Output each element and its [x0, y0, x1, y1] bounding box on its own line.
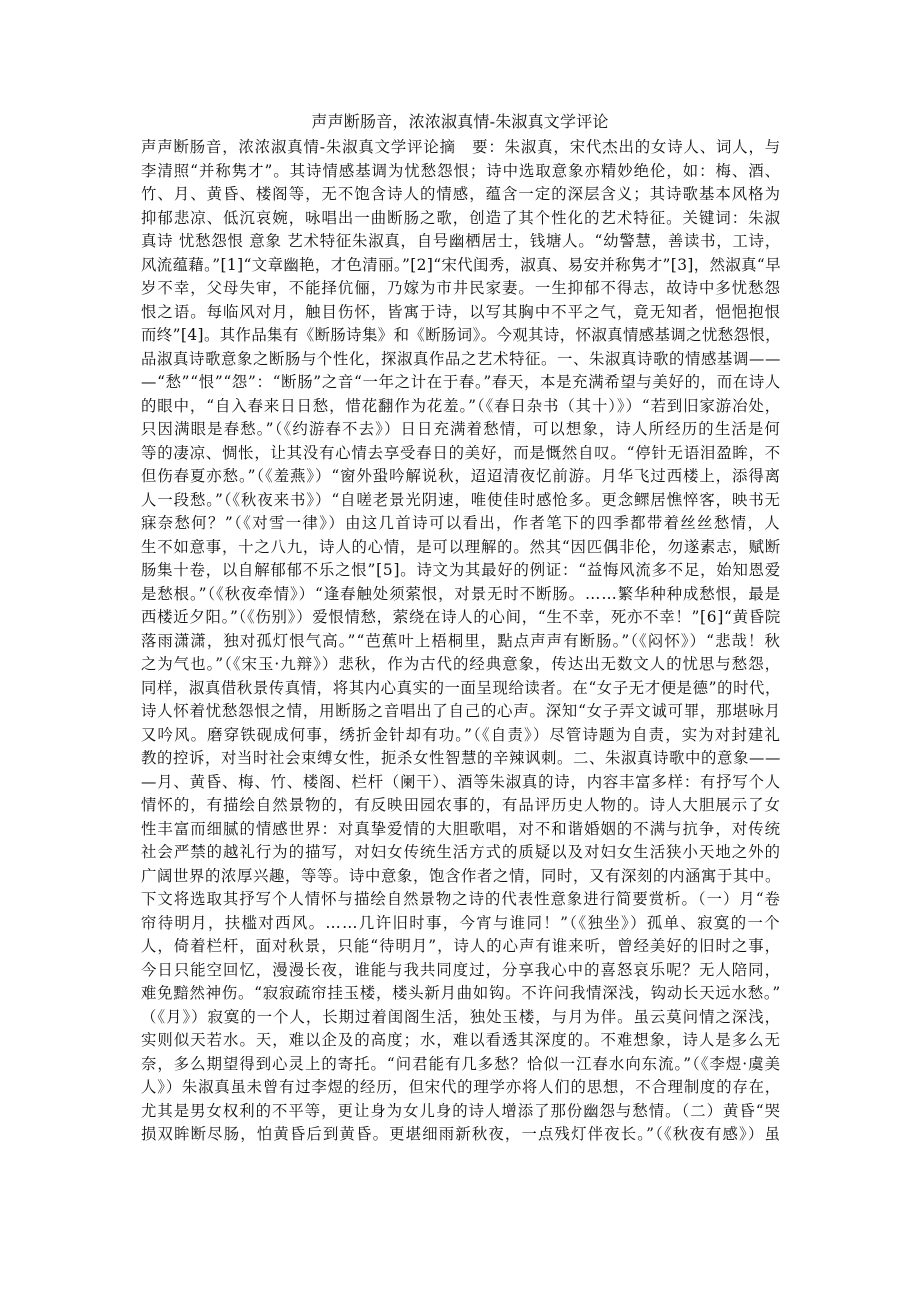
- body-text-line: 实则似天若水。天，难以企及的高度；水，难以看透其深度的。不难想象，诗人是多么无: [141, 1031, 781, 1049]
- body-text-line: 品淑真诗歌意象之断肠与个性化，探淑真作品之艺术特征。一、朱淑真诗歌的情感基调——: [141, 349, 781, 368]
- document-title: 声声断肠音，浓浓淑真情-朱淑真文学评论: [311, 112, 609, 131]
- body-text-line: 诗人怀着忧愁怨恨之情，用断肠之音唱出了自己的心声。深知“女子弄文诚可罪，那堪咏月: [141, 702, 781, 720]
- body-text-line: 广阔世界的浓厚兴趣，等等。诗中意象，饱含作者之情，同时，又有深刻的内涵寓于其中。: [141, 866, 781, 885]
- body-text-line: 寐奈愁何？”（《对雪一律》）由这几首诗可以看出，作者笔下的四季都带着丝丝愁情，人: [141, 514, 781, 532]
- body-text-line: 风流蕴藉。”[1]“文章幽艳，才色清丽。”[2]“宋代闺秀，淑真、易安并称隽才”[3]，然淑真“早: [141, 255, 781, 274]
- body-text-line: 难免黯然神伤。“寂寂疏帘挂玉楼，楼头新月曲如钩。不许问我情深浅，钩动长天远水愁。”: [141, 984, 781, 1002]
- body-text-line: 人，倚着栏杆，面对秋景，只能“待明月”，诗人的心声有谁来听，曾经美好的旧时之事，: [141, 937, 781, 955]
- body-text-line: 等的凄凉、惆怅，让其没有心情去享受春日的美好，而是慨然自叹。“停针无语泪盈眸，不: [141, 443, 781, 462]
- body-text-line: 是愁根。”（《秋夜牵情》）“逢春触处须萦恨，对景无时不断肠。……繁华种种成愁恨，最是: [141, 584, 781, 603]
- body-text-line: 但伤春夏亦愁。”（《羞燕》）“窗外蛩吟解说秋，迢迢清夜忆前游。月华飞过西楼上，添得离: [141, 467, 781, 485]
- body-text-line: 而终”[4]。其作品集有《断肠诗集》和《断肠词》。今观其诗，怀淑真情感基调之忧愁怨恨，: [141, 326, 781, 344]
- body-text-line: 人一段愁。”（《秋夜来书》）“自嗟老景光阴速，唯使佳时感怆多。更念鳏居憔悴客，映书无: [141, 490, 781, 509]
- body-text-line: 帘待明月，扶槛对西风。……几许旧时事，今宵与谁同！”（《独坐》）孤单、寂寞的一个: [141, 913, 781, 932]
- body-text-line: 之为气也。”（《宋玉·九辩》）悲秋，作为古代的经典意象，传达出无数文人的忧思与愁怨，: [141, 655, 781, 673]
- body-text-line: 奈，多么期望得到心灵上的寄托。“问君能有几多愁？恰似一江春水向东流。”（《李煜·虞美: [141, 1054, 781, 1073]
- body-text-line: 岁不幸，父母失审，不能择伉俪，乃嫁为市井民家妻。一生抑郁不得志，故诗中多忧愁怨: [141, 279, 781, 297]
- body-text-line: 损双眸断尽肠，怕黄昏后到黄昏。更堪细雨新秋夜，一点残灯伴夜长。”（《秋夜有感》）虽: [141, 1125, 781, 1143]
- body-text-line: 真诗 忧愁怨恨 意象 艺术特征朱淑真，自号幽栖居士，钱塘人。“幼警慧，善读书，工诗，: [141, 232, 781, 250]
- body-text-line: 下文将选取其抒写个人情怀与描绘自然景物之诗的代表性意象进行简要赏析。（一）月“卷: [141, 890, 781, 908]
- body-text-line: 生不如意事，十之八九，诗人的心情，是可以理解的。然其“因匹偶非伦，勿遂素志，赋断: [141, 537, 781, 556]
- body-text-line: 竹、月、黄昏、楼阁等，无不饱含诗人的情感，蕴含一定的深层含义；其诗歌基本风格为: [141, 185, 781, 203]
- body-text-line: 只因满眼是春愁。”（《约游春不去》）日日充满着愁情，可以想象，诗人所经历的生活是何: [141, 420, 781, 438]
- body-text-line: 同样，淑真借秋景传真情，将其内心真实的一面呈现给读者。在“女子无才便是德”的时代，: [141, 678, 781, 697]
- body-text-line: 今日只能空回忆，漫漫长夜，谁能与我共同度过，分享我心中的喜怒哀乐呢？无人陪同，: [141, 960, 781, 979]
- body-text-line: 又吟风。磨穿铁砚成何事，绣折金针却有功。”（《自责》）尽管诗题为自责，实为对封建礼: [141, 725, 781, 744]
- body-text-line: 情怀的，有描绘自然景物的，有反映田园农事的，有品评历史人物的。诗人大胆展示了女: [141, 796, 781, 814]
- body-text-line: 李清照“并称隽才”。其诗情感基调为忧愁怨恨；诗中选取意象亦精妙绝伦，如：梅、酒、: [141, 161, 781, 180]
- body-text-line: 人》）朱淑真虽未曾有过李煜的经历，但宋代的理学亦将人们的思想，不合理制度的存在，: [141, 1078, 781, 1096]
- body-text-line: 教的控诉，对当时社会束缚女性，扼杀女性智慧的辛辣讽刺。二、朱淑真诗歌中的意象——: [141, 749, 781, 767]
- body-text-line: —月、黄昏、梅、竹、楼阁、栏杆（阑干）、酒等朱淑真的诗，内容丰富多样：有抒写个人: [141, 772, 781, 791]
- body-text-line: 落雨潇潇，独对孤灯恨气高。”“芭蕉叶上梧桐里，點点声声有断肠。”（《闷怀》）“悲哉！秋: [141, 631, 781, 650]
- body-text-line: 肠集十卷，以自解郁郁不乐之恨”[5]。诗文为其最好的例证：“益悔风流多不足，始知恩爱: [141, 561, 781, 579]
- document-body: [141, 136, 781, 1147]
- body-text-line: 尤其是男女权利的不平等，更让身为女儿身的诗人增添了那份幽怨与愁情。（二）黄昏“哭: [141, 1101, 781, 1120]
- body-text-line: 的眼中，“自入春来日日愁，惜花翻作为花羞。”（《春日杂书（其十）》）“若到旧家游冶处，: [141, 396, 781, 415]
- body-text-line: 西楼近夕阳。”（《伤别》）爱恨情愁，萦绕在诗人的心间，“生不幸，死亦不幸！”[6]“黄昏院: [141, 608, 781, 626]
- body-text-line: 性丰富而细腻的情感世界：对真挚爱情的大胆歌唱，对不和谐婚姻的不满与抗争，对传统: [141, 819, 781, 838]
- body-text-line: —“愁”“恨”“怨”：“断肠”之音“一年之计在于春。”春天，本是充满希望与美好的，而在诗人: [141, 373, 781, 391]
- body-text-line: （《月》）寂寞的一个人，长期过着闺阁生活，独处玉楼，与月为伴。虽云莫问情之深浅，: [141, 1007, 781, 1026]
- body-text-line: 社会严禁的越礼行为的描写，对妇女传统生活方式的质疑以及对妇女生活狭小天地之外的: [141, 843, 781, 861]
- body-text-line: 声声断肠音，浓浓淑真情-朱淑真文学评论摘 要：朱淑真，宋代杰出的女诗人、词人，与: [141, 138, 781, 156]
- body-text-line: 抑郁悲凉、低沉哀婉，咏唱出一曲断肠之歌，创造了其个性化的艺术特征。关键词：朱淑: [141, 208, 781, 227]
- body-text-line: 恨之语。每临风对月，触目伤怀，皆寓于诗，以写其胸中不平之气，竟无知者，悒悒抱恨: [141, 302, 781, 321]
